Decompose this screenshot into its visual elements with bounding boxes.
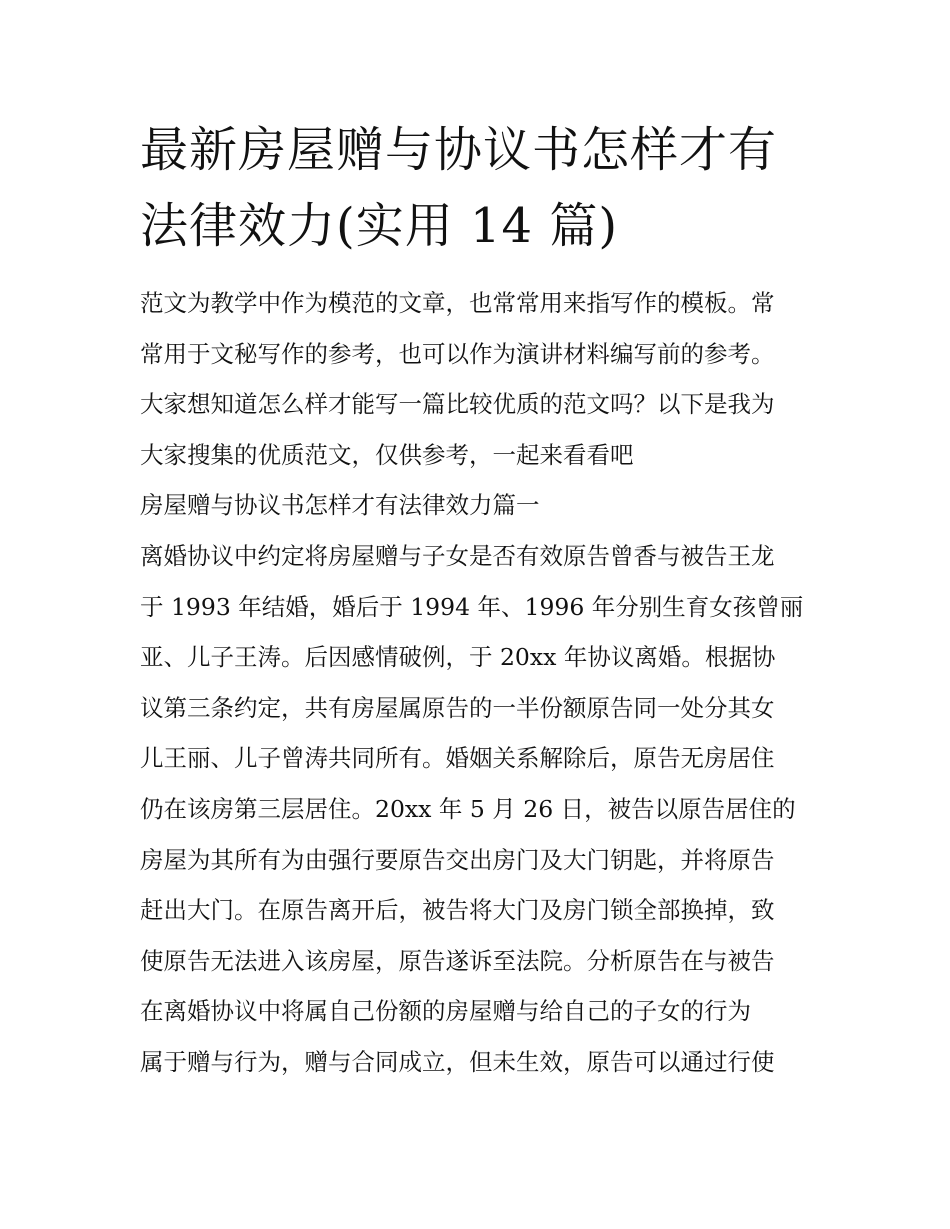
paragraph-line-2: 于 1993 年结婚，婚后于 1994 年、1996 年分别生育女孩曾丽	[140, 592, 804, 621]
section-heading: 房屋赠与协议书怎样才有法律效力篇一	[140, 491, 540, 520]
paragraph-line-7: 房屋为其所有为由强行要原告交出房门及大门钥匙，并将原告	[140, 845, 775, 874]
intro-line-4: 大家搜集的优质范文，仅供参考，一起来看看吧	[140, 440, 634, 469]
intro-line-2: 常用于文秘写作的参考，也可以作为演讲材料编写前的参考。	[140, 339, 775, 368]
document-body	[140, 278, 820, 1088]
paragraph-line-9: 使原告无法进入该房屋，原告遂诉至法院。分析原告在与被告	[140, 946, 775, 975]
paragraph-line-4: 议第三条约定，共有房屋属原告的一半份额原告同一处分其女	[140, 693, 775, 722]
paragraph-line-1: 离婚协议中约定将房屋赠与子女是否有效原告曾香与被告王龙	[140, 541, 775, 570]
intro-line-1: 范文为教学中作为模范的文章，也常常用来指写作的模板。常	[140, 289, 775, 317]
paragraph-line-8: 赶出大门。在原告离开后，被告将大门及房门锁全部换掉，致	[140, 896, 775, 925]
paragraph-line-11: 属于赠与行为，赠与合同成立，但未生效，原告可以通过行使	[140, 1047, 775, 1076]
paragraph-line-5: 儿王丽、儿子曾涛共同所有。婚姻关系解除后，原告无房居住	[140, 744, 775, 773]
paragraph-line-10: 在离婚协议中将属自己份额的房屋赠与给自己的子女的行为	[140, 997, 751, 1026]
paragraph-line-3: 亚、儿子王涛。后因感情破例，于 20xx 年协议离婚。根据协	[140, 643, 776, 672]
paragraph-line-6: 仍在该房第三层居住。20xx 年 5 月 26 日，被告以原告居住的	[140, 794, 796, 823]
title-line-2: 法律效力(实用 14 篇)	[140, 198, 619, 254]
document-title	[140, 112, 840, 264]
title-line-1: 最新房屋赠与协议书怎样才有	[140, 122, 778, 178]
intro-line-3: 大家想知道怎么样才能写一篇比较优质的范文吗？以下是我为	[140, 390, 775, 419]
